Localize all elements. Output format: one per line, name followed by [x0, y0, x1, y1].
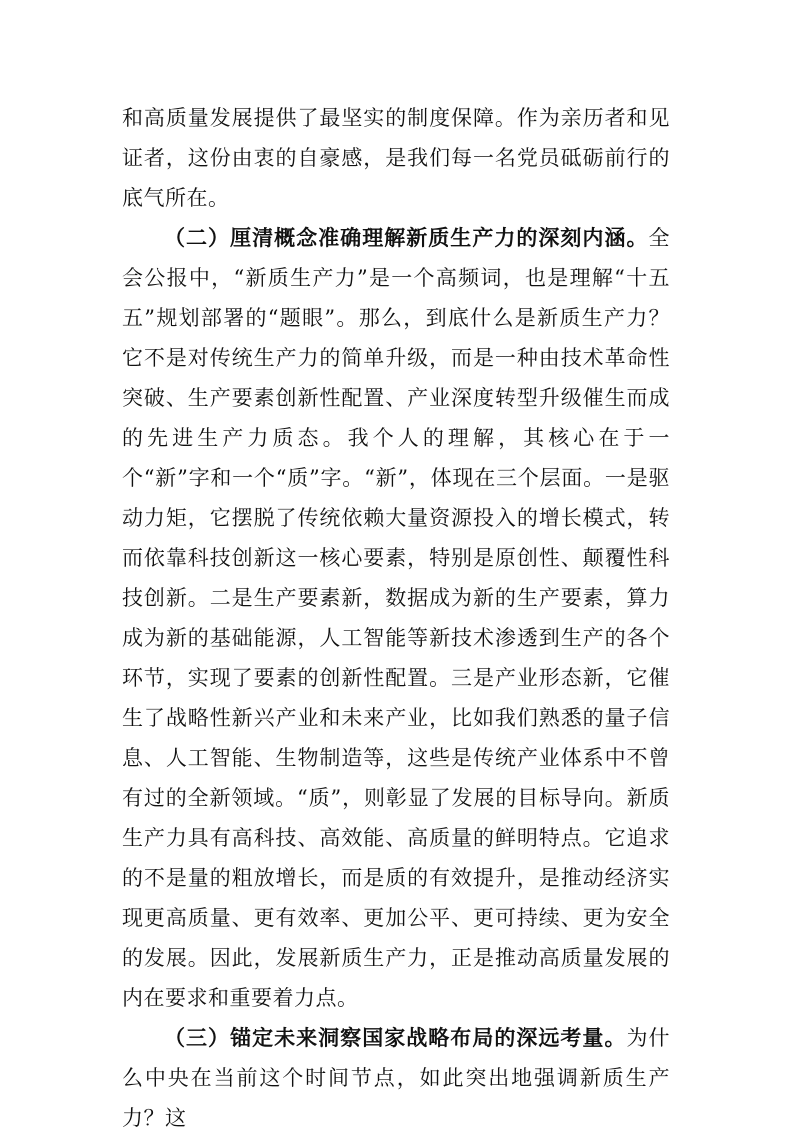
paragraph-text: 为什么中央在当前这个时间节点，如此突出地强调新质生产力？这 — [122, 1026, 671, 1130]
paragraph-text: 和高质量发展提供了最坚实的制度保障。作为亲历者和见证者，这份由衷的自豪感，是我们每一名党员砥砺前行的底气所在。 — [122, 106, 670, 210]
paragraph-continuation — [122, 98, 670, 218]
section-heading-3: （三）锚定未来洞察国家战略布局的深远考量。 — [164, 1026, 627, 1050]
paragraph-section-2 — [122, 218, 670, 1018]
section-heading-2: （二）厘清概念准确理解新质生产力的深刻内涵。 — [164, 226, 649, 250]
paragraph-text: 全会公报中，“新质生产力”是一个高频词，也是理解“十五五”规划部署的“题眼”。那么，到底什么是新质生产力？它不是对传统生产力的简单升级，而是一种由技术革命性突破、生产要素创新性配置、产业深度转型升级催生而成的先进生产力质态。我个人的理解，其核心在于一个“新”字和一个“质”字。“新”，体现在三个层面。一是驱动力矩，它摆脱了传统依赖大量资源投入的增长模式，转而依靠科技创新这一核心要素，特别是原创性、颠覆性科技创新。二是生产要素新，数据成为新的生产要素，算力成为新的基础能源，人工智能等新技术渗透到生产的各个环节，实现了要素的创新性配置。三是产业形态新，它催生了战略性新兴产业和未来产业，比如我们熟悉的量子信息、人工智能、生物制造等，这些是传统产业体系中不曾有过的全新领域。“质”，则彰显了发展的目标导向。新质生产力具有高科技、高效能、高质量的鲜明特点。它追求的不是量的粗放增长，而是质的有效提升，是推动经济实现更高质量、更有效率、更加公平、更可持续、更为安全的发展。因此，发展新质生产力，正是推动高质量发展的内在要求和重要着力点。 — [122, 226, 670, 1010]
document-body — [122, 98, 670, 1138]
paragraph-section-3 — [122, 1018, 670, 1138]
